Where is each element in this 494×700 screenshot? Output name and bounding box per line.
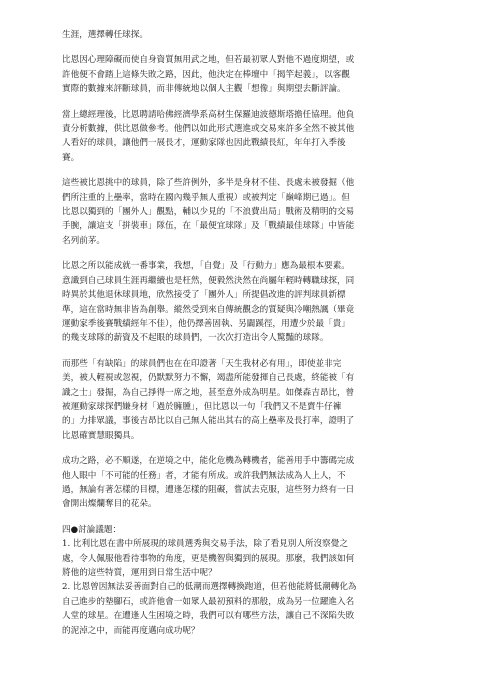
text-line: 準，這在當時無非皆為創舉。縱然受到來自傳統觀念的質疑與冷嘲熱諷（畢竟: [62, 304, 355, 315]
paragraph-psychology: [62, 53, 434, 96]
discussion-section: [62, 523, 434, 638]
text-line: 當上總經理後，比恩聘請哈佛經濟學系高材生保羅迪波德斯塔擔任協理。他負: [62, 109, 355, 120]
discussion-item-line: 人堂的球星。在遭逢人生困境之時，我們可以有哪些方法，讓自己不深陷失敗: [62, 611, 355, 622]
text-line: 比恩之所以能成就一番事業，我想，「自覺」及「行動力」應為最根本要素。: [62, 261, 350, 272]
text-line: 名列前茅。: [62, 235, 105, 246]
text-line: 意識到自己球員生涯再繼續也是枉然，便毅然決然在尚屬年輕時轉職球探，同: [62, 275, 355, 286]
text-line: 成功之路，必不順遂，在逆境之中，能化危機為轉機者，能善用手中籌碼完成: [62, 456, 355, 467]
article-body: [62, 28, 434, 638]
text-line: 手腕，讓這支「拼裝車」隊伍，在「最便宜球隊」及「戰績最佳球隊」中皆能: [62, 221, 355, 232]
discussion-item-line: 2. 比恩曾因無法妥善面對自己的低潮而選擇轉換跑道，但若他能將低潮轉化為: [62, 582, 357, 593]
text-line: 實際的數據來評斷球員，而非傳統地以個人主觀「想像」與期望去斷評論。: [62, 84, 346, 95]
paragraph-general-manager: [62, 108, 434, 166]
text-line: 運動家季後賽戰績經年不佳），他仍擇善固執、另闢蹊徑，用遭少於最「貴」: [62, 318, 350, 329]
text-line: 許他便不會踏上這條失敗之路，因此，他決定在棒壇中「揭竿起義」，以客觀: [62, 69, 350, 80]
paragraph-intro: [62, 28, 434, 42]
paragraph-flawed-players: [62, 357, 434, 443]
text-line: 生涯，選擇轉任球探。: [62, 30, 148, 40]
discussion-item-line: 自己進步的墊腳石，或許他會一如眾人最初預料的那般，成為另一位躍進入名: [62, 596, 355, 607]
paragraph-success-factors: [62, 259, 434, 345]
text-line: 被運動家球探們嫌身材「過於臃腫」，但比恩以一句「我們又不是賣牛仔褲: [62, 401, 342, 412]
text-line: 時異於其他退休球員地，欣然接受了「團外人」所提倡改進的評判球員新標: [62, 290, 346, 301]
discussion-item-line: 將他的這些特質，運用到日常生活中呢？: [62, 568, 217, 578]
text-line: 他人眼中「不可能的任務」者，才能有所成。或許我們無法成為人上人，不: [62, 470, 346, 481]
text-line: 人看好的球員，讓他們一展長才，運動家隊也因此戰績長紅，年年打入季後: [62, 138, 346, 149]
text-line: 會開出燦爛奪目的花朵。: [62, 499, 157, 510]
text-line: 責分析數據，供比恩做參考。他們以如此形式選進或交易來許多全然不被其他: [62, 124, 355, 135]
text-line: 賽。: [62, 152, 80, 163]
section-heading: 四●討論議題：: [62, 524, 122, 535]
text-line: 的幾支球隊的薪資及不起眼的球員們，一次次打造出令人驚豔的球隊。: [62, 333, 329, 344]
discussion-item-line: 的泥淖之中，而能再度邁向成功呢？: [62, 625, 200, 636]
paragraph-players: [62, 176, 434, 248]
text-line: 比恩以獨到的「團外人」觀點，輔以少見的「不浪費出局」戰術及精明的交易: [62, 207, 355, 218]
discussion-item-line: 1. 比利比恩在書中所展現的球員選秀與交易手法，除了看見別人所沒察覺之: [62, 539, 348, 550]
text-line: 識之士」發掘，為自己掙得一席之地，甚至意外成為明星。如傑森吉昂比，曾: [62, 387, 355, 398]
text-line: 的」力排眾議，事後吉昂比以自己無人能出其右的高上壘率及長打率，證明了: [62, 416, 355, 427]
discussion-item-line: 處，令人佩服他看待事物的角度，更是機智與獨到的展現。那麼，我們該如何: [62, 553, 355, 564]
text-line: 比恩因心理障礙而使自身資質無用武之地，但若最初眾人對他不過度期望，或: [62, 55, 355, 66]
text-line: 比恩確實慧眼獨具。: [62, 430, 140, 441]
text-line: 們所注重的上壘率，當時在國內幾乎無人重視）或被判定「巔峰期已過」。但: [62, 192, 350, 203]
paragraph-conclusion: [62, 454, 434, 512]
text-line: 這些被比恩挑中的球員，除了些許例外，多半是身材不佳、長處未被發掘（他: [62, 178, 355, 189]
text-line: 過，無論有著怎樣的目標，遭逢怎樣的阻礙，嘗試去克服，這些努力終有一日: [62, 484, 355, 495]
text-line: 美，被人輕視或忽視，仍默默努力不懈，竭盡所能發揮自己長處，終能被「有: [62, 373, 355, 384]
text-line: 而那些「有缺陷」的球員們也在在印證著「天生我材必有用」，即使並非完: [62, 358, 342, 369]
